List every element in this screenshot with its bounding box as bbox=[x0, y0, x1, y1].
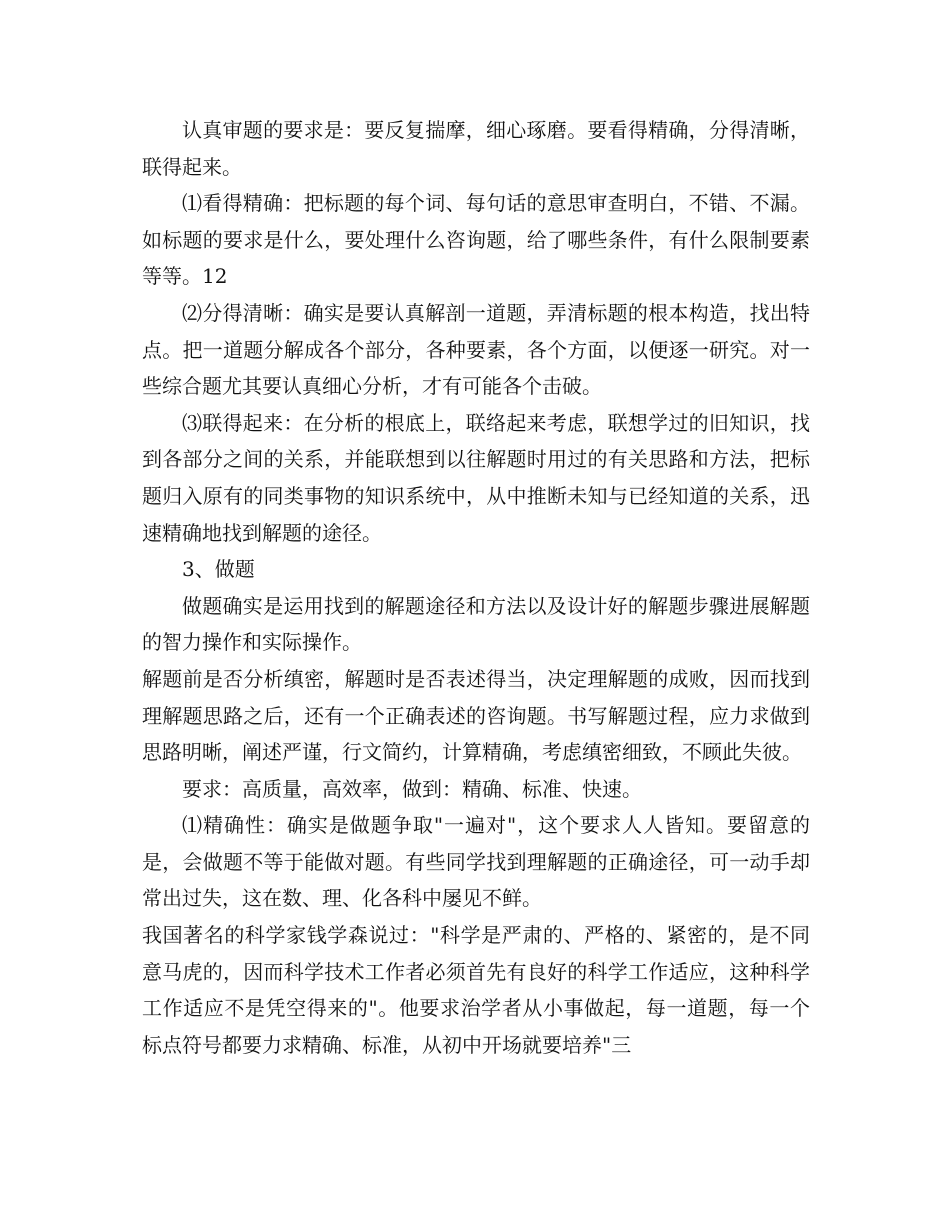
paragraph-review-requirements: 认真审题的要求是：要反复揣摩，细心琢磨。要看得精确，分得清晰，联得起来。 bbox=[142, 118, 810, 179]
paragraph-doing-problems: 做题确实是运用找到的解题途径和方法以及设计好的解题步骤进展解题的智力操作和实际操作。 bbox=[142, 593, 810, 655]
paragraph-before-solving: 解题前是否分析缜密，解题时是否表述得当，决定理解题的成败，因而找到理解题思路之后，还有一个正确表述的咨询题。书写解题过程，应力求做到思路明晰，阐述严谨，行文简约，计算精确，考虑缜密细致，不顾此失彼。 bbox=[142, 666, 810, 765]
paragraph-divide-clearly: ⑵分得清晰：确实是要认真解剖一道题，弄清标题的根本构造，找出特点。把一道题分解成各个部分，各种要素，各个方面，以便逐一研究。对一些综合题尤其要认真细心分析，才有可能各个击破。 bbox=[142, 300, 810, 399]
document-body bbox=[142, 112, 810, 1063]
section-heading-do-problems: 3、做题 bbox=[182, 557, 255, 582]
paragraph-accuracy: ⑴精确性：确实是做题争取"一遍对"，这个要求人人皆知。要留意的是，会做题不等于能做对题。有些同学找到理解题的正确途径，可一动手却常出过失，这在数、理、化各科中屡见不鲜。 bbox=[142, 813, 810, 911]
paragraph-qian-xuesen-quote: 我国著名的科学家钱学森说过："科学是严肃的、严格的、紧密的，是不同意马虎的，因而科学技术工作者必须首先有良好的科学工作适应，这种科学工作适应不是凭空得来的"。他要求治学者从小事做起，每一道题，每一个标点符号都要力求精确、标准，从初中开场就要培养"三 bbox=[142, 923, 810, 1057]
paragraph-requirements: 要求：高质量，高效率，做到：精确、标准、快速。 bbox=[182, 776, 642, 801]
paragraph-see-accurately: ⑴看得精确：把标题的每个词、每句话的意思审查明白，不错、不漏。如标题的要求是什么，要处理什么咨询题，给了哪些条件，有什么限制要素等等。12 bbox=[142, 191, 810, 289]
paragraph-connect-together: ⑶联得起来：在分析的根底上，联络起来考虑，联想学过的旧知识，找到各部分之间的关系，并能联想到以往解题时用过的有关思路和方法，把标题归入原有的同类事物的知识系统中，从中推断未知与已经知道的关系，迅速精确地找到解题的途径。 bbox=[142, 410, 810, 545]
